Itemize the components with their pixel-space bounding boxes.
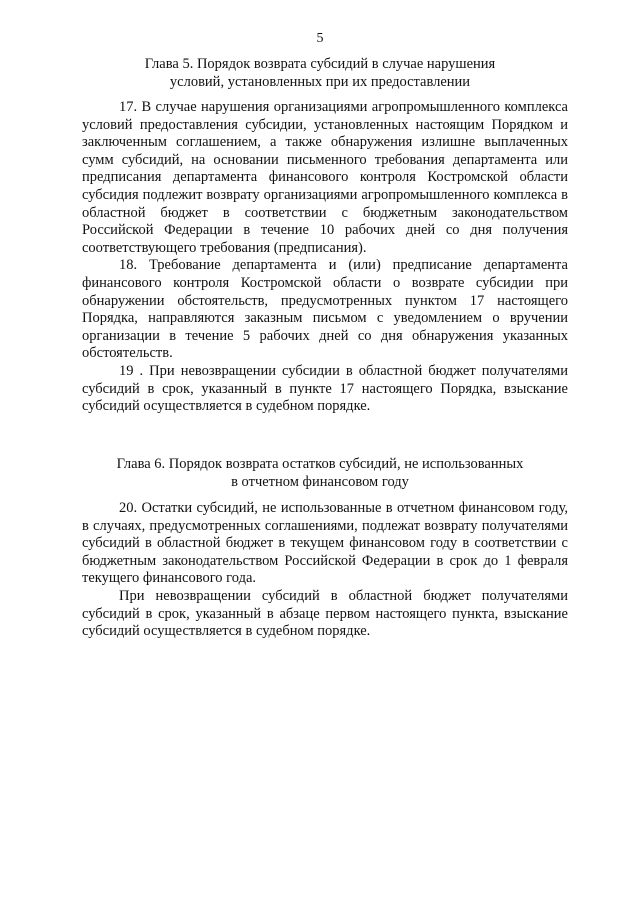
chapter-5-body: [82, 99, 568, 416]
chapter-5-title: [100, 55, 540, 91]
paragraph-19: 19 . При невозвращении субсидии в областной бюджет получателями субсидий в срок, указанный в пункте 17 настоящего Порядка, взыскание субсидий осуществляется в судебном порядке.: [82, 362, 568, 415]
page-number: 5: [316, 31, 324, 46]
chapter-6-title-line-1: Глава 6. Порядок возврата остатков субсидий, не использованных: [116, 456, 524, 472]
chapter-5-title-line-1: Глава 5. Порядок возврата субсидий в случае нарушения: [144, 56, 496, 72]
chapter-5-title-line-2: условий, установленных при их предоставлении: [169, 74, 471, 90]
paragraph-20-continuation: При невозвращении субсидий в областной бюджет получателями субсидий в срок, указанный в абзаце первом настоящего пункта, взыскание субсидий осуществляется в судебном порядке.: [82, 587, 568, 640]
paragraph-20: 20. Остатки субсидий, не использованные в отчетном финансовом году, в случаях, предусмотренных соглашениями, подлежат возврату получателями субсидий в областной бюджет в текущем финансовом году в соответствии с бюджетным законодательством Российской Федерации в срок до 1 февраля текущего финансового года.: [82, 500, 568, 587]
paragraph-17: 17. В случае нарушения организациями агропромышленного комплекса условий предоставления субсидии, установленных настоящим Порядком и заключенным соглашением, а также обнаружения излишне выплаченных сумм субсидий, на основании письменного требования департамента или предписания департамента финансового контроля Костромской области субсидия подлежит возврату организациями агропромышленного комплекса в областной бюджет в соответствии с бюджетным законодательством Российской Федерации в течение 10 рабочих дней со дня получения соответствующего требования (предписания).: [82, 99, 568, 256]
chapter-6-body: [82, 500, 568, 641]
paragraph-18: 18. Требование департамента и (или) предписание департамента финансового контроля Костромской области о возврате субсидии при обнаружении обстоятельств, предусмотренных пунктом 17 настоящего Порядка, направляются заказным письмом с уведомлением о вручении организации в течение 5 рабочих дней со дня обнаружения указанных обстоятельств.: [82, 257, 568, 362]
chapter-6-title-line-2: в отчетном финансовом году: [231, 474, 409, 490]
chapter-6-title: [100, 455, 540, 491]
